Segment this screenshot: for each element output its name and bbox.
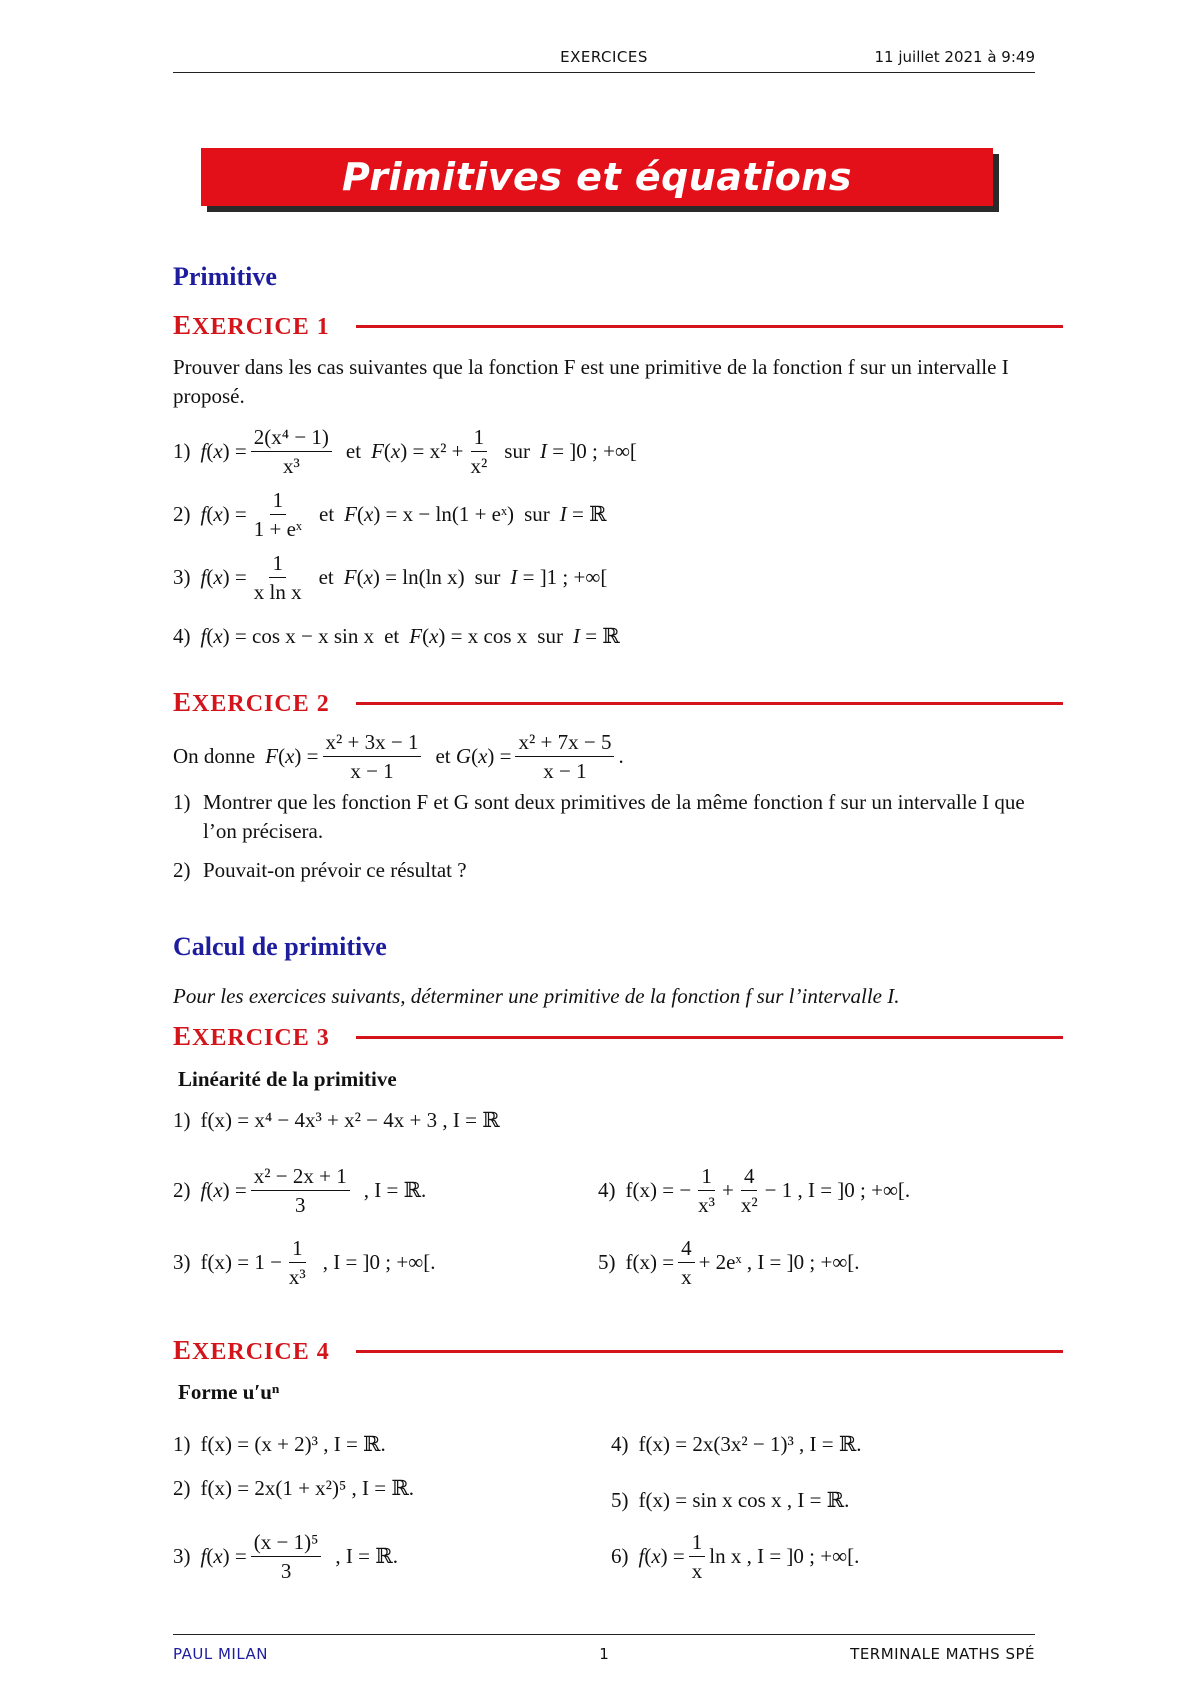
ex3-item-1: 1) f(x) = x⁴ − 4x³ + x² − 4x + 3 , I = ℝ [173, 1108, 500, 1132]
exercise-rule [356, 702, 1063, 705]
exercise-rule [356, 1036, 1063, 1039]
ex3-subtitle: Linéarité de la primitive [178, 1067, 397, 1091]
exercise-3-heading: EXERCICE 3 [173, 1021, 1063, 1055]
ex2-q1-number: 1) [173, 790, 191, 814]
exercise-2-heading: EXERCICE 2 [173, 687, 1063, 721]
section-calcul: Calcul de primitive [173, 932, 387, 961]
ex4-subtitle: Forme u′uⁿ [178, 1380, 280, 1404]
ex3-item-5: 5) f(x) = $\frac{4}{x}$ + 2eˣ , I = ]0 ; +∞[. [598, 1236, 860, 1289]
document-title: Primitives et équations différentielles [342, 155, 852, 257]
ex-letter: E [173, 310, 193, 340]
page-header [173, 46, 1035, 73]
footer-author: PAUL MILAN [173, 1645, 268, 1663]
exercise-1-intro: Prouver dans les cas suivantes que la fonction F est une primitive de la fonction f sur un intervalle I proposé. [173, 355, 1009, 408]
header-title: EXERCICES [560, 48, 648, 66]
ex2-q2-number: 2) [173, 858, 191, 882]
exercise-rule [356, 1350, 1063, 1353]
exercise-number: 4 [316, 1339, 330, 1365]
ex2-statement: On donne F ( x ) = $\frac{\text{x² + 3x − 1}}{x - 1}$ et G ( x ) = $\frac{\text{x² + 7x − 5}}{x - 1}$ . [173, 730, 624, 783]
exercise-4-heading: EXERCICE 4 [173, 1335, 1063, 1369]
ex3-item-2: 2) f ( x ) = $\frac{\text{x² − 2x + 1}}{3}$ , I = ℝ. [173, 1164, 427, 1217]
ex-word: XERCICE [192, 314, 310, 340]
section-primitive: Primitive [173, 262, 277, 291]
ex1-item-3: 3) f ( x ) = $\frac{1}{\text{x ln x}}$ et F ( x ) = ln(ln x) sur I = ]1 ; +∞[ [173, 551, 608, 604]
exercise-number: 1 [316, 314, 330, 340]
page-footer [173, 1634, 1035, 1665]
calc-intro: Pour les exercices suivants, déterminer une primitive de la fonction f sur l’intervalle I. [173, 984, 900, 1008]
ex2-q2: Pouvait-on prévoir ce résultat ? [203, 858, 467, 882]
ex1-item-4: 4) f ( x ) = cos x − x sin x et F ( x ) = x cos x sur I = ℝ [173, 624, 620, 648]
ex1-item-1: 1) f ( x ) = $\frac{\text{2(x⁴ − 1)}}{\text{x³}}$ et F ( x ) = x² + $\frac{1}{\text{x²}}$ sur I = ]0 ; +∞[ [173, 425, 637, 478]
exercise-number: 3 [316, 1025, 330, 1051]
ex3-item-3: 3) f(x) = 1 − $\frac{1}{\text{x³}}$ , I = ]0 ; +∞[. [173, 1236, 436, 1289]
ex3-item-4: 4) f(x) = − $\frac{1}{\text{x³}}$ + $\frac{4}{\text{x²}}$ − 1 , I = ]0 ; +∞[. [598, 1164, 911, 1217]
ex4-item-4: 4) f(x) = 2x(3x² − 1)³ , I = ℝ. [611, 1432, 862, 1456]
footer-course: TERMINALE MATHS SPÉ [850, 1645, 1035, 1663]
exercise-rule [356, 325, 1063, 328]
ex4-item-2: 2) f(x) = 2x(1 + x²)⁵ , I = ℝ. [173, 1476, 415, 1500]
ex4-item-3: 3) f ( x ) = $\frac{\text{(x − 1)⁵}}{3}$ , I = ℝ. [173, 1530, 398, 1583]
document-title-box [201, 148, 993, 257]
ex2-q1: Montrer que les fonction F et G sont deux primitives de la même fonction f sur un intervalle I que l’on précisera. [203, 790, 1025, 843]
ex4-item-6: 6) f ( x ) = $\frac{1}{x}$ ln x , I = ]0 ; +∞[. [611, 1530, 860, 1583]
ex1-item-2: 2) f ( x ) = $\frac{1}{\text{1 + eˣ}}$ et F ( x ) = x − ln(1 + eˣ) sur I = ℝ [173, 488, 607, 541]
ex4-item-1: 1) f(x) = (x + 2)³ , I = ℝ. [173, 1432, 386, 1456]
page-number: 1 [599, 1645, 609, 1663]
ex4-item-5: 5) f(x) = sin x cos x , I = ℝ. [611, 1488, 850, 1512]
header-date: 11 juillet 2021 à 9:49 [874, 48, 1035, 66]
exercise-number: 2 [316, 691, 330, 717]
exercise-1-heading [173, 310, 1063, 344]
